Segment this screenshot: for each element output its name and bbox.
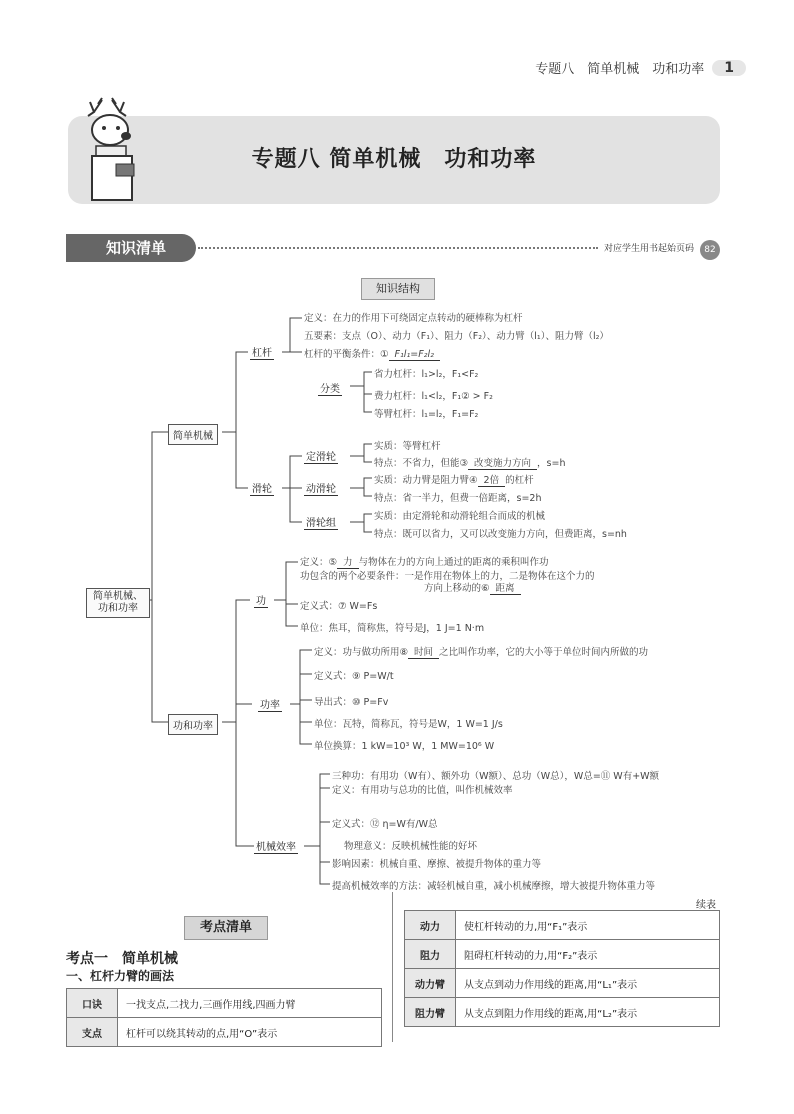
- lever-five: 五要素：支点（O）、动力（F₁）、阻力（F₂）、动力臂（l₁）、阻力臂（l₂）: [304, 331, 609, 342]
- power-unit: 单位：瓦特，简称瓦，符号是W，1 W=1 J/s: [314, 719, 503, 730]
- table-row: [67, 1018, 382, 1047]
- node-work: 功: [254, 592, 268, 608]
- lever-table-right: [404, 910, 720, 1027]
- table-cell: 使杠杆转动的力,用“F₁”表示: [456, 911, 720, 940]
- work-unit: 单位：焦耳，简称焦，符号是J，1 J=1 N·m: [300, 623, 485, 634]
- eff-formula: 定义式：⑫ η=W有/W总: [332, 819, 438, 830]
- structure-title: 知识结构: [361, 278, 435, 300]
- table-cell: 口诀: [67, 989, 118, 1018]
- section-tag: 知识清单: [66, 234, 196, 262]
- lever-class-3: 等臂杠杆：l₁=l₂，F₁=F₂: [374, 409, 479, 420]
- fixed-essence: 实质：等臂杠杆: [374, 441, 441, 452]
- work-conditions: 功包含的两个必要条件：一是作用在物体上的力，二是物体在这个力的: [300, 571, 595, 582]
- eff-meaning: 物理意义：反映机械性能的好坏: [344, 841, 478, 852]
- lever-class-2: 费力杠杆：l₁<l₂，F₁② > F₂: [374, 391, 493, 402]
- kaodian-title: 考点一 简单机械: [66, 951, 178, 967]
- table-cell: 阻碍杠杆转动的力,用“F₂”表示: [456, 940, 720, 969]
- table-row: [405, 998, 720, 1027]
- group-feature: 特点：既可以省力，又可以改变施力方向，但费距离，s=nh: [374, 529, 627, 540]
- lever-def: 定义：在力的作用下可绕固定点转动的硬棒称为杠杆: [304, 313, 523, 324]
- table-cell: 阻力: [405, 940, 456, 969]
- power-def: 定义：功与做功所用⑧ 时间 之比叫作功率，它的大小等于单位时间内所做的功: [314, 647, 649, 658]
- page-ref-text: 对应学生用书起始页码: [604, 244, 695, 254]
- fixed-feature: 特点：不省力，但能③ 改变施力方向 ，s=h: [374, 458, 566, 469]
- power-formula: 定义式：⑨ P=W/t: [314, 671, 394, 682]
- header-text: 专题八 简单机械 功和功率: [535, 62, 705, 77]
- table-row: [67, 989, 382, 1018]
- lever-balance: 杠杆的平衡条件：① F₁l₁=F₂l₂: [304, 346, 440, 360]
- table-cell: 杠杆可以绕其转动的点,用“O”表示: [118, 1018, 382, 1047]
- kaodian-subtitle: 一、杠杆力臂的画法: [66, 969, 175, 983]
- table-cell: 从支点到动力作用线的距离,用“L₁”表示: [456, 969, 720, 998]
- lever-table-left: [66, 988, 382, 1047]
- node-lever-class: 分类: [318, 380, 342, 396]
- tree-root: 简单机械、功和功率: [86, 588, 150, 618]
- table-cell: 一找支点,二找力,三画作用线,四画力臂: [118, 989, 382, 1018]
- node-fixed-pulley: 定滑轮: [304, 448, 338, 464]
- work-formula: 定义式：⑦ W=Fs: [300, 601, 378, 612]
- power-conversion: 单位换算：1 kW=10³ W，1 MW=10⁶ W: [314, 741, 495, 752]
- table-row: [405, 911, 720, 940]
- table-continued-caption: 续表: [696, 900, 716, 911]
- power-derived: 导出式：⑩ P=Fv: [314, 697, 389, 708]
- kaodian-tag: 考点清单: [184, 916, 268, 940]
- tree-branch-machines: 简单机械: [168, 424, 218, 445]
- column-divider: [392, 892, 393, 1042]
- node-pulley-group: 滑轮组: [304, 514, 338, 530]
- table-cell: 阻力臂: [405, 998, 456, 1027]
- work-conditions-2: 方向上移动的⑥ 距离: [424, 580, 521, 594]
- node-lever: 杠杆: [250, 344, 274, 360]
- node-pulley: 滑轮: [250, 480, 274, 496]
- tree-branch-work-power: 功和功率: [168, 714, 218, 735]
- page-number: 1: [712, 60, 746, 76]
- eff-improve: 提高机械效率的方法：减轻机械自重，减小机械摩擦，增大被提升物体重力等: [332, 881, 656, 892]
- table-row: [405, 969, 720, 998]
- node-power: 功率: [258, 696, 282, 712]
- table-cell: 从支点到阻力作用线的距离,用“L₂”表示: [456, 998, 720, 1027]
- eff-three-works: 三种功：有用功（W有）、额外功（W额）、总功（W总），W总=⑪ W有+W额: [332, 771, 660, 782]
- page-title: 专题八 简单机械 功和功率: [251, 147, 537, 172]
- eff-def: 定义：有用功与总功的比值，叫作机械效率: [332, 785, 513, 796]
- table-row: [405, 940, 720, 969]
- table-cell: 动力臂: [405, 969, 456, 998]
- eff-factors: 影响因素：机械自重、摩擦、被提升物体的重力等: [332, 859, 542, 870]
- node-efficiency: 机械效率: [254, 838, 298, 854]
- moving-essence: 实质：动力臂是阻力臂④ 2倍 的杠杆: [374, 475, 534, 486]
- work-def: 定义：⑤ 力 与物体在力的方向上通过的距离的乘积叫作功: [300, 557, 549, 568]
- lever-class-1: 省力杠杆：l₁>l₂，F₁<F₂: [374, 369, 479, 380]
- group-essence: 实质：由定滑轮和动滑轮组合而成的机械: [374, 511, 546, 522]
- table-cell: 动力: [405, 911, 456, 940]
- page-badge: 82: [700, 240, 720, 260]
- node-moving-pulley: 动滑轮: [304, 480, 338, 496]
- table-cell: 支点: [67, 1018, 118, 1047]
- moving-feature: 特点：省一半力，但费一倍距离，s=2h: [374, 493, 542, 504]
